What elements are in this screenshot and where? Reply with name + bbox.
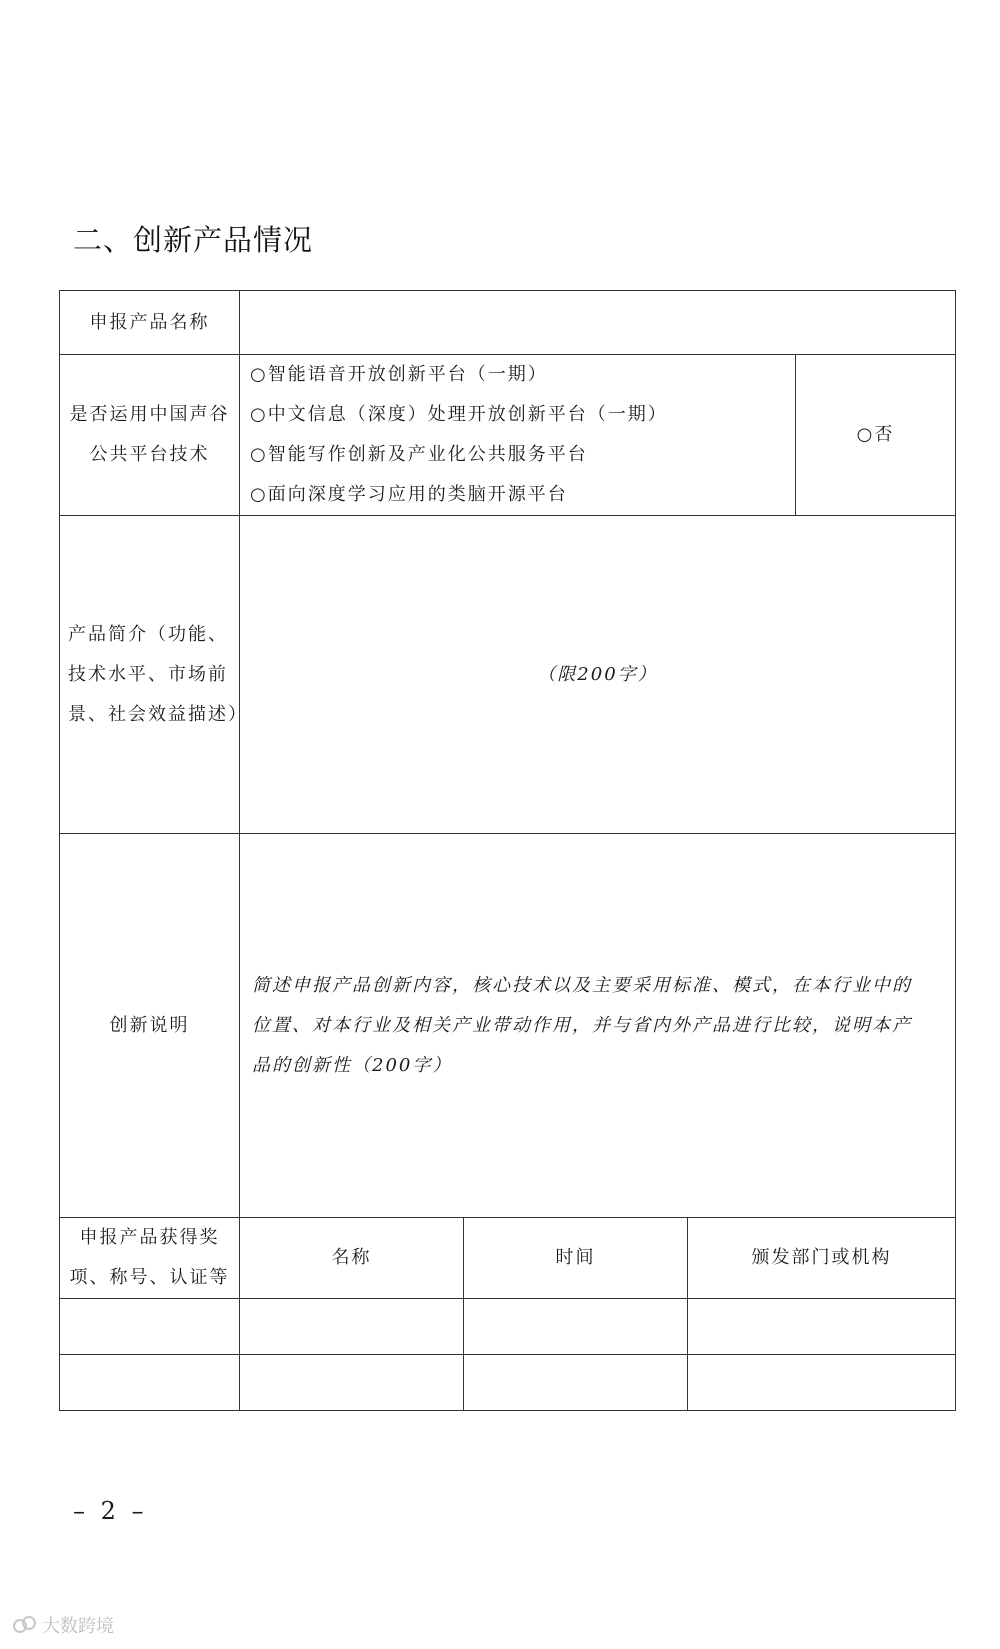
awards-row-issuer-cell[interactable] xyxy=(688,1299,956,1355)
innovation-note-line3: 品的创新性（200字） xyxy=(252,1054,453,1076)
awards-row-time-cell[interactable] xyxy=(464,1299,688,1355)
platform-option-no[interactable]: ○否 xyxy=(796,355,956,516)
watermark-text: 大数跨境 xyxy=(42,1616,114,1637)
platform-option-writing[interactable]: ○智能写作创新及产业化公共服务平台 xyxy=(250,444,588,465)
innovation-note-line1: 简述申报产品创新内容，核心技术以及主要采用标准、模式，在本行业中的 xyxy=(252,974,912,996)
awards-label-line2: 项、称号、认证等 xyxy=(69,1267,230,1288)
product-name-field[interactable] xyxy=(240,291,956,355)
watermark xyxy=(12,1612,114,1638)
innovation-field[interactable] xyxy=(240,834,956,1218)
watermark-logo-icon xyxy=(12,1614,38,1636)
platform-option-chinese-info[interactable]: ○中文信息（深度）处理开放创新平台（一期） xyxy=(250,404,668,425)
awards-row-name-cell[interactable] xyxy=(240,1355,464,1411)
awards-row xyxy=(60,1299,956,1355)
intro-note: （限200字） xyxy=(537,663,658,685)
intro-label-line2: 技术水平、市场前 xyxy=(68,663,228,685)
section-title: 二、创新产品情况 xyxy=(73,223,314,257)
innovative-product-form xyxy=(59,290,956,1411)
awards-row-label-cell xyxy=(60,1355,240,1411)
platform-label xyxy=(60,355,240,516)
platform-option-brain[interactable]: ○面向深度学习应用的类脑开源平台 xyxy=(250,484,568,505)
awards-row-name-cell[interactable] xyxy=(240,1299,464,1355)
innovation-label: 创新说明 xyxy=(60,834,240,1218)
innovation-row xyxy=(60,834,956,1218)
awards-row-time-cell[interactable] xyxy=(464,1355,688,1411)
awards-row-label-cell xyxy=(60,1299,240,1355)
awards-label-line1: 申报产品获得奖 xyxy=(79,1227,220,1248)
product-name-row xyxy=(60,291,956,355)
awards-header-row xyxy=(60,1218,956,1299)
platform-row xyxy=(60,355,956,516)
intro-label-line1: 产品简介（功能、 xyxy=(68,623,228,645)
awards-col-name: 名称 xyxy=(240,1218,464,1299)
platform-label-line1: 是否运用中国声谷 xyxy=(69,404,230,425)
product-name-label: 申报产品名称 xyxy=(60,291,240,355)
page-number: – 2 – xyxy=(73,1497,148,1525)
platform-label-line2: 公共平台技术 xyxy=(89,444,210,465)
awards-label xyxy=(60,1218,240,1299)
intro-field[interactable] xyxy=(240,516,956,834)
platform-option-voice[interactable]: ○智能语音开放创新平台（一期） xyxy=(250,364,548,385)
awards-col-issuer: 颁发部门或机构 xyxy=(688,1218,956,1299)
intro-row xyxy=(60,516,956,834)
intro-label-line3: 景、社会效益描述） xyxy=(68,703,248,725)
awards-row-issuer-cell[interactable] xyxy=(688,1355,956,1411)
innovation-note-line2: 位置、对本行业及相关产业带动作用，并与省内外产品进行比较，说明本产 xyxy=(252,1014,912,1036)
awards-col-time: 时间 xyxy=(464,1218,688,1299)
awards-row xyxy=(60,1355,956,1411)
intro-label xyxy=(60,516,248,834)
platform-options xyxy=(240,355,796,516)
